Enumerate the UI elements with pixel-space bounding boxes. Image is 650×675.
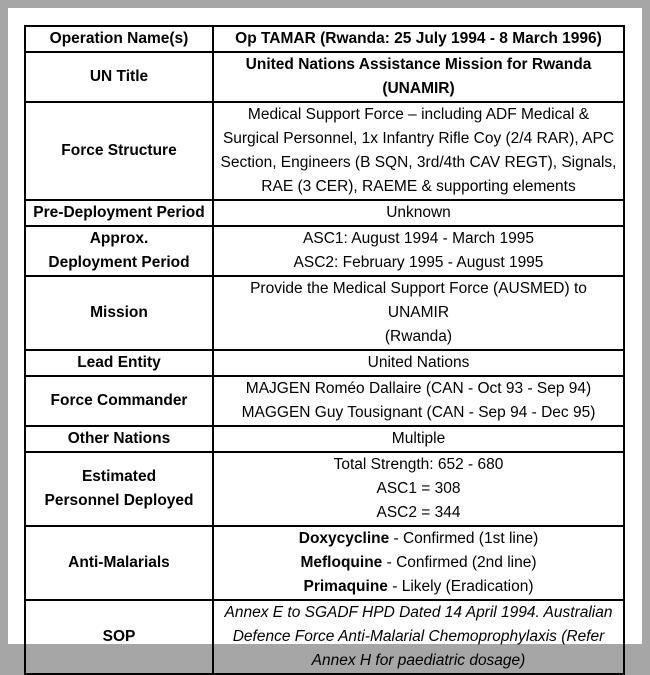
- sop-line: Annex H for paediatric dosage): [311, 652, 526, 669]
- mission-line: (Rwanda): [384, 328, 453, 345]
- force-commander-value: [213, 376, 624, 426]
- table-row-personnel: [25, 452, 624, 526]
- table-row-sop: [25, 600, 624, 674]
- table-row-un-title: [25, 52, 624, 102]
- personnel-label-line: Estimated: [81, 468, 157, 485]
- drug-line: [218, 551, 619, 575]
- pre-deployment-value: Unknown: [213, 200, 624, 226]
- table-row-pre-deployment: [25, 200, 624, 226]
- pre-deployment-label: Pre-Deployment Period: [25, 200, 213, 226]
- deployment-period-line: ASC2: February 1995 - August 1995: [293, 254, 544, 271]
- deployment-period-label-line: Approx.: [89, 230, 149, 247]
- drug-name: Mefloquine: [300, 554, 383, 571]
- anti-malarials-label: Anti-Malarials: [25, 526, 213, 600]
- lead-entity-value: United Nations: [213, 350, 624, 376]
- operation-name-label: Operation Name(s): [25, 26, 213, 52]
- force-structure-line: Surgical Personnel, 1x Infantry Rifle Coy (2/4 RAR), APC: [222, 130, 615, 147]
- table-row-force-structure: [25, 102, 624, 200]
- un-title-value: [213, 52, 624, 102]
- mission-label: Mission: [25, 276, 213, 350]
- other-nations-label: Other Nations: [25, 426, 213, 452]
- personnel-line: ASC1 = 308: [376, 480, 461, 497]
- table-row-mission: [25, 276, 624, 350]
- table-row-deployment-period: [25, 226, 624, 276]
- force-commander-line: MAJGEN Roméo Dallaire (CAN - Oct 93 - Sep 94): [245, 380, 592, 397]
- document-sheet: [8, 8, 642, 669]
- un-title-line: United Nations Assistance Mission for Rwanda: [245, 56, 592, 73]
- lead-entity-label: Lead Entity: [25, 350, 213, 376]
- mission-line: Provide the Medical Support Force (AUSMED) to UNAMIR: [250, 280, 587, 321]
- other-nations-value: Multiple: [213, 426, 624, 452]
- force-structure-value: [213, 102, 624, 200]
- drug-name: Doxycycline: [298, 530, 390, 547]
- sop-line: Annex E to SGADF HPD Dated 14 April 1994. Australian: [224, 604, 613, 621]
- force-structure-label: Force Structure: [25, 102, 213, 200]
- force-structure-line: RAE (3 CER), RAEME & supporting elements: [261, 178, 576, 195]
- un-title-label: UN Title: [25, 52, 213, 102]
- drug-note: - Likely (Eradication): [387, 578, 534, 595]
- deployment-period-label-line: Deployment Period: [48, 254, 190, 271]
- deployment-period-label: [25, 226, 213, 276]
- sop-line: Defence Force Anti-Malarial Chemoprophylaxis (Refer: [232, 628, 605, 645]
- table-row-operation-name: [25, 26, 624, 52]
- drug-note: - Confirmed (1st line): [389, 530, 539, 547]
- drug-name: Primaquine: [303, 578, 388, 595]
- force-commander-line: MAGGEN Guy Tousignant (CAN - Sep 94 - Dec 95): [241, 404, 596, 421]
- table-row-lead-entity: [25, 350, 624, 376]
- force-structure-line: Medical Support Force – including ADF Medical &: [247, 106, 590, 123]
- personnel-line: ASC2 = 344: [376, 504, 461, 521]
- force-commander-label: Force Commander: [25, 376, 213, 426]
- table-row-anti-malarials: [25, 526, 624, 600]
- personnel-line: Total Strength: 652 - 680: [333, 456, 504, 473]
- deployment-period-value: [213, 226, 624, 276]
- operation-table: [24, 25, 625, 675]
- mission-value: [213, 276, 624, 350]
- drug-note: - Confirmed (2nd line): [382, 554, 537, 571]
- force-structure-line: Section, Engineers (B SQN, 3rd/4th CAV REGT), Signals,: [220, 154, 617, 171]
- drug-line: [218, 575, 619, 599]
- sop-label: SOP: [25, 600, 213, 674]
- table-row-force-commander: [25, 376, 624, 426]
- personnel-label-line: Personnel Deployed: [44, 492, 194, 509]
- drug-line: [218, 527, 619, 551]
- deployment-period-line: ASC1: August 1994 - March 1995: [303, 230, 534, 247]
- personnel-label: [25, 452, 213, 526]
- operation-name-value: Op TAMAR (Rwanda: 25 July 1994 - 8 March 1996): [213, 26, 624, 52]
- table-row-other-nations: [25, 426, 624, 452]
- personnel-value: [213, 452, 624, 526]
- anti-malarials-value: [213, 526, 624, 600]
- sop-value: [213, 600, 624, 674]
- un-title-line: (UNAMIR): [382, 80, 455, 97]
